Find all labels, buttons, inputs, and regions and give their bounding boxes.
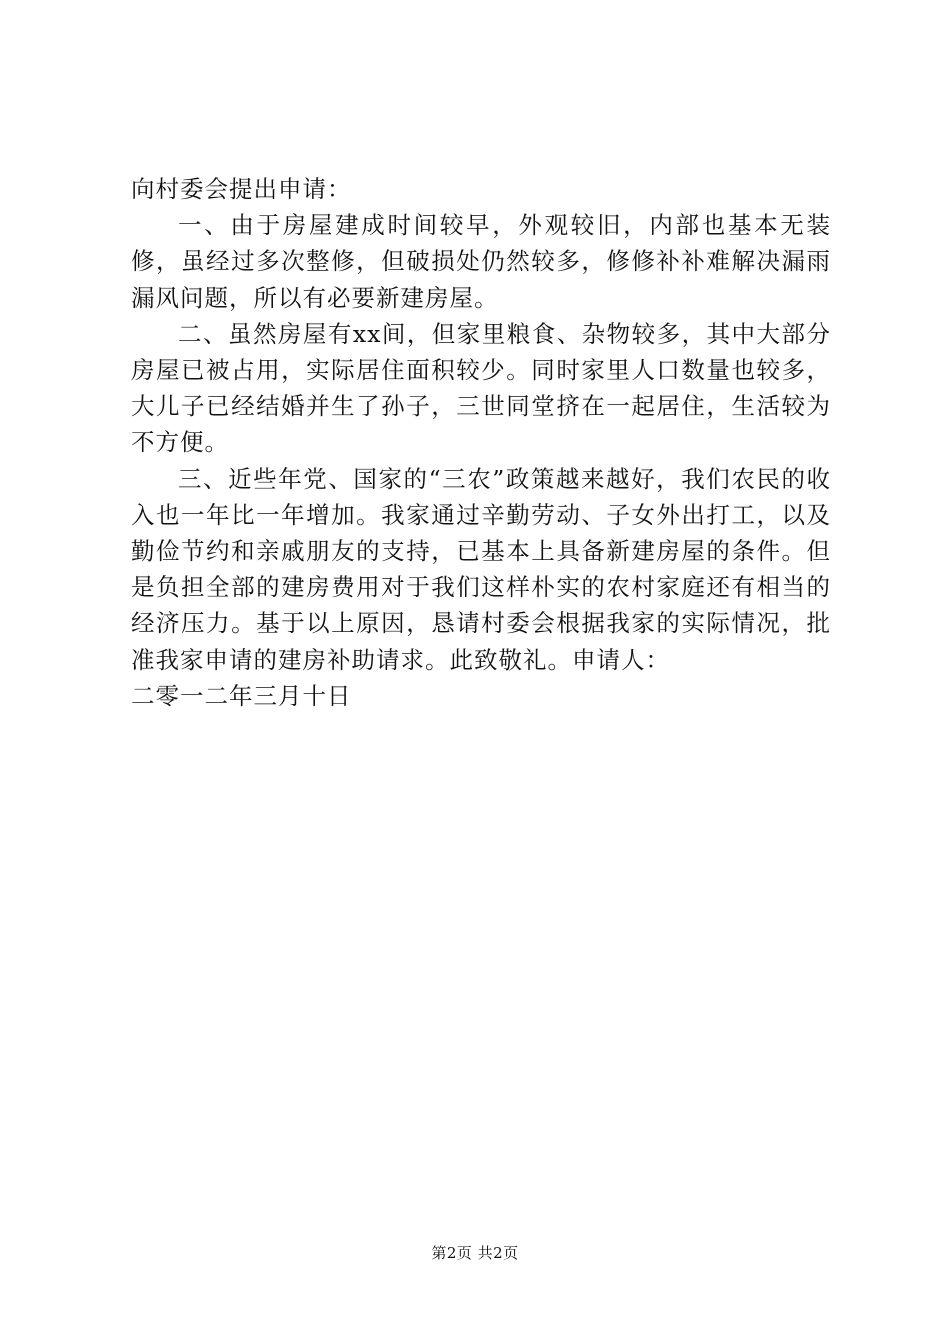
paragraph-1: 一、由于房屋建成时间较早，外观较旧，内部也基本无装修，虽经过多次整修，但破损处仍然较多，修修补补难解决漏雨漏风问题，所以有必要新建房屋。: [131, 211, 831, 312]
paragraph-3: 三、近些年党、国家的“三农”政策越来越好，我们农民的收入也一年比一年增加。我家通过辛勤劳动、子女外出打工，以及勤俭节约和亲戚朋友的支持，已基本上具备新建房屋的条件。但是负担全部的建房费用对于我们这样朴实的农村家庭还有相当的经济压力。基于以上原因，恳请村委会根据我家的实际情况，批准我家申请的建房补助请求。此致敬礼。申请人：: [131, 464, 831, 674]
page-footer: 第2页 共2页: [431, 1244, 519, 1262]
date-line: 二零一二年三月十日: [131, 681, 352, 710]
document-body: [131, 171, 831, 714]
paragraph-2: 二、虽然房屋有xx间，但家里粮食、杂物较多，其中大部分房屋已被占用，实际居住面积较少。同时家里人口数量也较多，大儿子已经结婚并生了孙子，三世同堂挤在一起居住，生活较为不方便。: [131, 319, 831, 457]
opening-line: 向村委会提出申请：: [131, 175, 352, 203]
